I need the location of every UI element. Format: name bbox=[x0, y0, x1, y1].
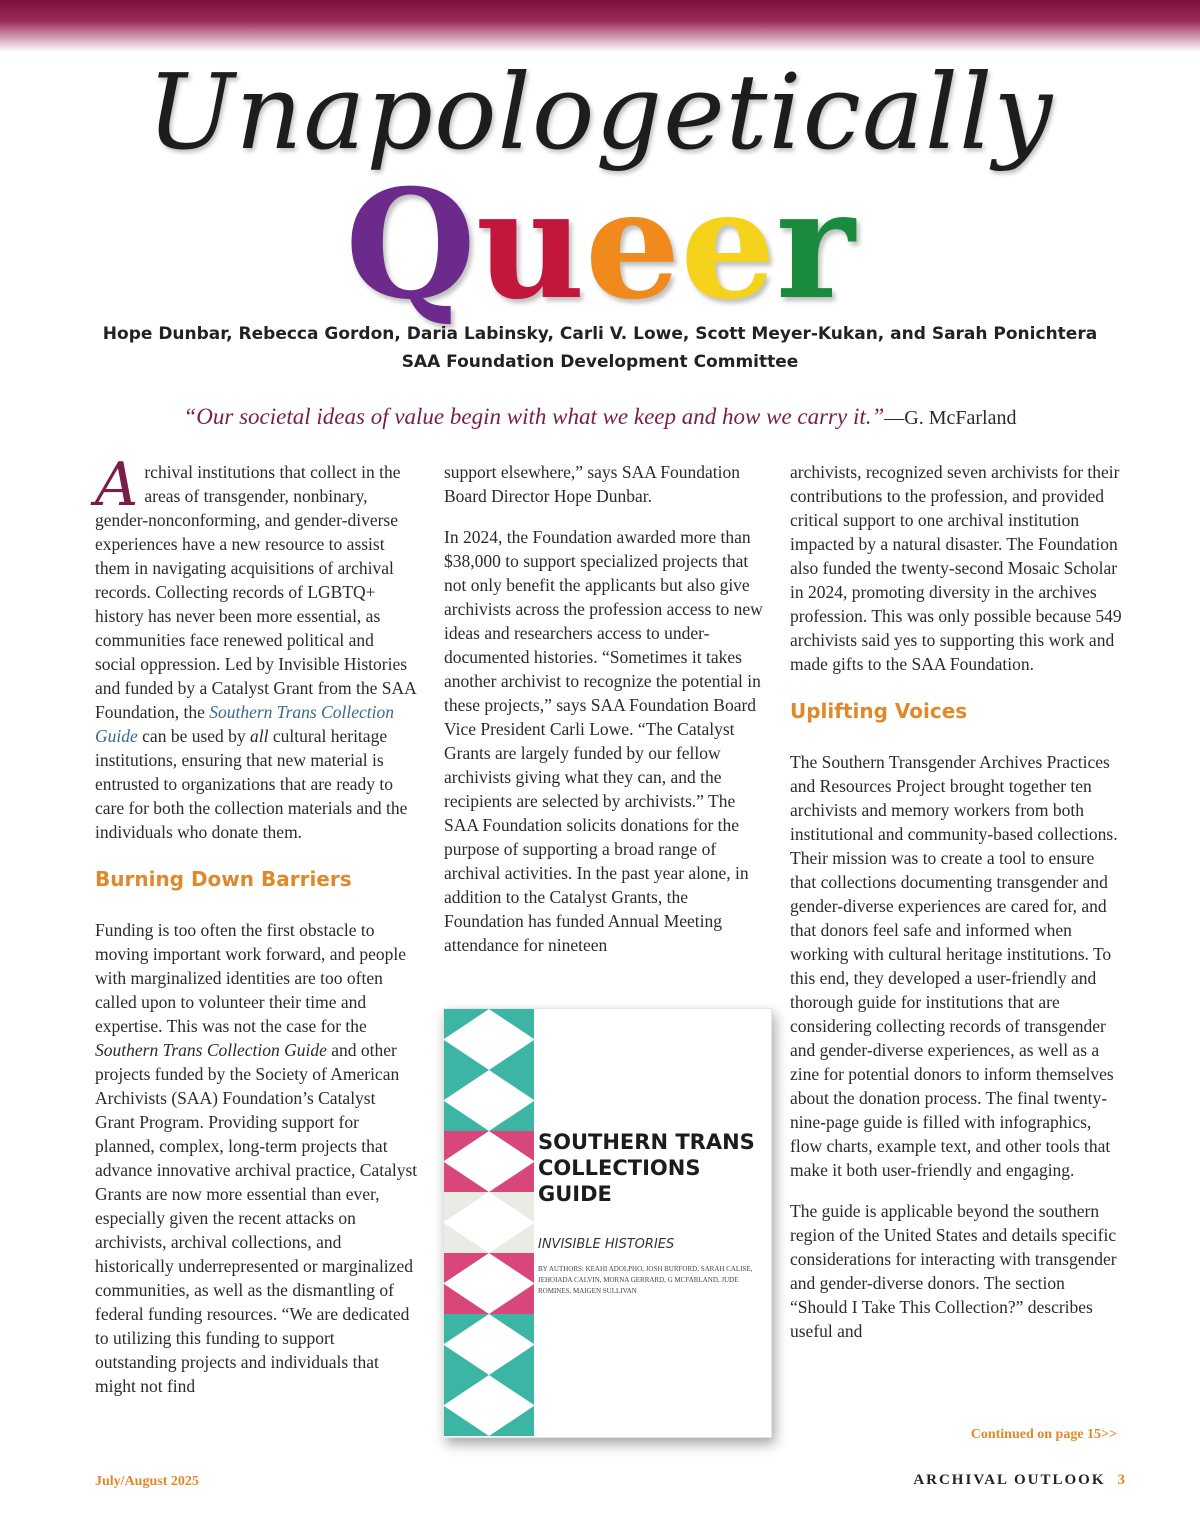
continued-link[interactable]: Continued on page 15>> bbox=[970, 1427, 1117, 1442]
section-heading-barriers: Burning Down Barriers bbox=[95, 867, 352, 891]
col3-paragraph-3: The guide is applicable beyond the southern region of the United States and details specific considerations for interacting with transgender and gender-diverse donors. The section “Should I Take This Collection?” describes useful and bbox=[790, 1201, 1117, 1341]
epigraph bbox=[0, 400, 1200, 435]
col3-paragraph-2: The Southern Transgender Archives Practices and Resources Project brought together ten archivists and memory workers from both institutional and community-based collections. Their mission was to create a tool to ensure that collections documenting transgender and gender-diverse experiences are cared for, and that donors feel safe and informed when working with cultural heritage institutions. To this end, they developed a user-friendly and thorough guide for institutions that are considering collecting records of transgender and gender-diverse experiences, as well as a zine for potential donors to inform themselves about the donation process. The final twenty-nine-page guide is filled with infographics, flow charts, example text, and other tools that make it both user-friendly and engaging. bbox=[790, 752, 1118, 1180]
page-number: 3 bbox=[1117, 1472, 1125, 1488]
column-2 bbox=[444, 460, 767, 974]
footer-publication bbox=[800, 1472, 1125, 1489]
title-letter-r: r bbox=[775, 157, 855, 333]
epigraph-attribution: —G. McFarland bbox=[884, 407, 1017, 429]
barriers-paragraph: Funding is too often the first obstacle to moving important work forward, and people with marginalized identities are too often called upon to volunteer their time and expertise. This was not the case for the Southern Trans Collection Guide and other projects funded by the Society of American Archivists (SAA) Foundation’s Catalyst Grant Program. Providing support for planned, complex, long-term projects that advance innovative archival practice, Catalyst Grants are now more essential than ever, especially given the recent attacks on archivists, archival collections, and historically underrepresented or marginalized communities, as well as the dismantling of federal funding resources. “We are dedicated to utilizing this funding to support outstanding projects and individuals that might not find bbox=[95, 920, 418, 1396]
col2-paragraph-1: support elsewhere,” says SAA Foundation Board Director Hope Dunbar. bbox=[444, 462, 741, 506]
cover-subtitle: INVISIBLE HISTORIES bbox=[538, 1237, 675, 1252]
publication-name: ARCHIVAL OUTLOOK bbox=[913, 1472, 1106, 1488]
byline bbox=[0, 320, 1200, 376]
cover-authors: BY AUTHORS: KEAHI ADOLPHO, JOSH BURFORD, SARAH CALISE, JEHOIADA CALVIN, MORNA GERRARD, G MCFARLAND, JUDE ROMINES, MAIGEN SULLIVAN bbox=[538, 1265, 753, 1295]
cover-title: SOUTHERN TRANS COLLECTIONS GUIDE bbox=[538, 1130, 755, 1206]
title-script-word: Unapologetically bbox=[146, 51, 1054, 173]
title-rainbow-word bbox=[0, 157, 1200, 333]
guide-link[interactable]: Southern Trans Collection Guide bbox=[95, 702, 394, 746]
column-3 bbox=[790, 460, 1122, 1360]
section-heading-voices: Uplifting Voices bbox=[790, 699, 968, 723]
footer-issue-date: July/August 2025 bbox=[95, 1474, 199, 1489]
byline-committee: SAA Foundation Development Committee bbox=[401, 352, 799, 372]
top-color-band bbox=[0, 0, 1200, 52]
drop-cap: A bbox=[95, 450, 139, 520]
col3-paragraph-1: archivists, recognized seven archivists for their contributions to the profession, and provided critical support to one archival institution impacted by a natural disaster. The Foundation also funded the twenty-second Mosaic Scholar in 2024, promoting diversity in the archives profession. This was only possible because 549 archivists said yes to supporting this work and made gifts to the SAA Foundation. bbox=[790, 462, 1122, 674]
intro-paragraph: Archival institutions that collect in the areas of transgender, nonbinary, gender-nonconforming, and gender-diverse experiences have a new resource to assist them in navigating acquisitions of archival records. Collecting records of LGBTQ+ history has never been more essential, as communities face renewed political and social oppression. Led by Invisible Histories and funded by a Catalyst Grant from the SAA Foundation, the Southern Trans Collection Guide can be used by all cultural heritage institutions, ensuring that new material is entrusted to organizations that are ready to care for both the collection materials and the individuals who donate them. bbox=[95, 450, 416, 842]
epigraph-text: “Our societal ideas of value begin with what we keep and how we carry it.” bbox=[183, 404, 885, 429]
title-letter-e2: e bbox=[680, 157, 776, 333]
byline-authors: Hope Dunbar, Rebecca Gordon, Daria Labinsky, Carli V. Lowe, Scott Meyer-Kukan, and Sarah Ponichtera bbox=[102, 324, 1098, 344]
title-letter-u: u bbox=[475, 157, 585, 333]
quilt-pattern-strip bbox=[444, 1009, 534, 1437]
column-1 bbox=[95, 450, 418, 1415]
guide-cover-image bbox=[443, 1008, 772, 1438]
col2-paragraph-2: In 2024, the Foundation awarded more than $38,000 to support specialized projects that not only benefit the applicants but also give archivists across the profession access to new ideas and researchers access to under-documented histories. “Sometimes it takes another archivist to recognize the potential in these projects,” says SAA Foundation Board Vice President Carli Lowe. “The Catalyst Grants are largely funded by our fellow archivists giving what they can, and the recipients are selected by archivists.” The SAA Foundation solicits donations for the purpose of supporting a broad range of archival activities. In the past year alone, in addition to the Catalyst Grants, the Foundation has funded Annual Meeting attendance for nineteen bbox=[444, 527, 763, 955]
title-letter-e1: e bbox=[584, 157, 681, 333]
title-letter-q: Q bbox=[345, 157, 476, 333]
